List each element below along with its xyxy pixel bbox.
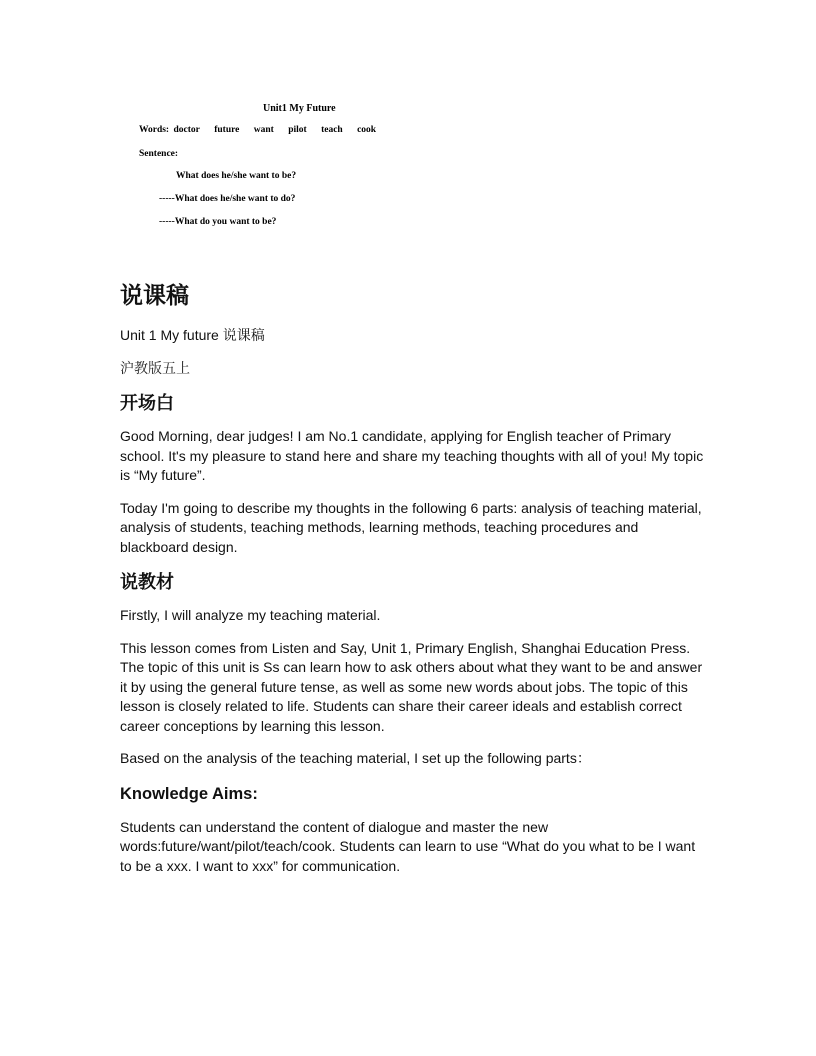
board-sentence-label: Sentence:	[139, 149, 179, 159]
board-title: Unit1 My Future	[263, 103, 336, 114]
material-heading: 说教材	[120, 572, 174, 593]
board-question-1: What does he/she want to be?	[176, 171, 297, 181]
board-question-2: -----What does he/she want to do?	[159, 194, 296, 204]
blackboard-image	[138, 100, 438, 235]
opening-paragraph-1: Good Morning, dear judges! I am No.1 candidate, applying for English teacher of Primary school. It's my pleasure to stand here and share my teaching thoughts with all of you! My topic is “My future”.	[120, 428, 704, 483]
board-word: pilot	[288, 125, 307, 135]
board-word: want	[253, 125, 274, 135]
material-paragraph-2: This lesson comes from Listen and Say, Unit 1, Primary English, Shanghai Education Press. The topic of this unit is Ss can learn how to ask others about what they want to be and answer it by using the general future tense, as well as some new words about jobs. The topic of this lesson is closely related to life. Students can share their career ideals and establish correct career conceptions by learning this lesson.	[120, 639, 703, 734]
knowledge-aims-heading: Knowledge Aims:	[120, 784, 258, 803]
opening-heading: 开场白	[120, 393, 174, 414]
board-word: teach	[321, 125, 343, 135]
edition-line: 沪教版五上	[120, 359, 190, 376]
board-word: future	[214, 125, 240, 135]
document-title: 说课稿	[120, 283, 189, 309]
board-words-line	[139, 125, 388, 135]
board-word: cook	[357, 125, 377, 135]
document-body	[120, 278, 710, 889]
material-paragraph-3: Based on the analysis of the teaching material, I set up the following parts：	[120, 750, 591, 766]
knowledge-aims-paragraph: Students can understand the content of dialogue and master the new words:future/want/pilot/teach/cook. Students can learn to use “What do you what to be I want to be a xxx. I want to xxx” for communication.	[120, 818, 696, 874]
opening-paragraph-2: Today I'm going to describe my thoughts in the following 6 parts: analysis of teaching material, analysis of students, teaching methods, learning methods, teaching procedures and blackboard design.	[120, 499, 702, 555]
board-words-label: Words:	[139, 125, 170, 135]
board-question-3: -----What do you want to be?	[159, 217, 277, 227]
material-paragraph-1: Firstly, I will analyze my teaching material.	[120, 607, 381, 623]
document-subtitle: Unit 1 My future 说课稿	[120, 327, 265, 343]
board-word: doctor	[173, 125, 200, 135]
